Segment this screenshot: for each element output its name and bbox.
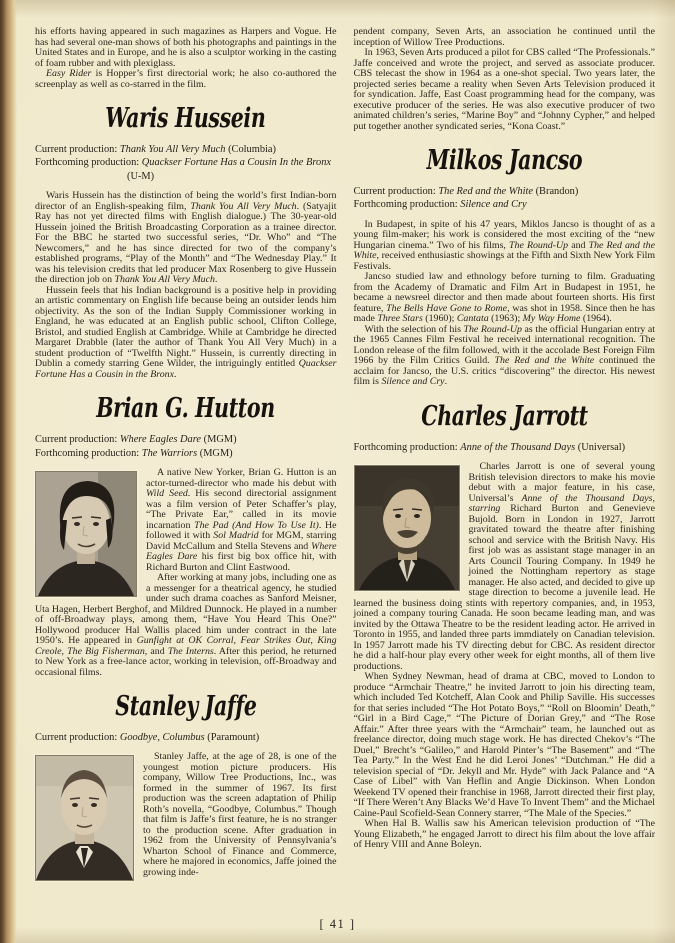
entry-heading-text: Waris Hussein: [105, 103, 266, 134]
italic-title-text: The Bells Have Gone to Rome: [386, 302, 508, 314]
italic-title-text: Anne of the Thousand Days: [460, 441, 576, 453]
forthcoming-production-line: [35, 156, 337, 183]
body-text: Current production:: [35, 732, 120, 744]
body-text: Hussein feels that his Indian background is a positive help in providing an artistic commentary on English life because being an outsider lends him objectivity. As the son of the Indian Supply Commissioner working in England, he was educated at an English public school, Clifton College, Bristol, and studied English at Cambridge. While at Cambridge he directed Margaret Drabble (later the author of Thank You All Very Much) in a student production of “Twelfth Night.” Hussein, is currently directing in Dublin a comedy starring Gene Wilder, the intriguingly entitled: [35, 284, 337, 370]
current-production-line: [35, 143, 337, 156]
italic-title-text: Fear Strikes Out: [240, 635, 311, 647]
entry-heading-text: Brian G. Hutton: [96, 393, 276, 425]
body-text: . After this period, he returned to New York as a free-lance actor, working in television, off-Broadway and occasional films.: [35, 645, 337, 678]
forthcoming-production-line: [354, 441, 656, 454]
body-text: ,: [61, 645, 68, 657]
body-text: Current production:: [35, 144, 120, 155]
italic-title-text: Sol Madrid: [213, 530, 259, 542]
body-text: Stanley Jaffe, at the age of 28, is one of the youngest motion picture producers. His company, Willow Tree Productions, Inc., was formed in the summer of 1967. Its first production was the screen adaptation of Philip Roth’s novella, “Goodbye, Columbus.” Though that film is Jaffe’s first feature, he is no stranger to the production scene. After graduation in 1962 from the University of Pennsylvania’s Wharton School of Finance and Commerce, where he majored in economics, Jaffe joined the growing inde-: [143, 751, 337, 878]
left-column: [35, 27, 337, 883]
italic-title-text: Goodbye, Columbus: [119, 732, 205, 744]
bio-paragraph: [354, 672, 656, 819]
italic-title-text: Where Eagles Dare: [146, 540, 337, 563]
current-production-line: [354, 185, 656, 198]
body-text: as the official Hungarian entry at the 1965 Cannes Film Festival he received international recognition. The London release of the film followed, with it the accolade Best Foreign Film 1966 by the Film Critics Guild.: [353, 323, 655, 367]
body-text: . (Satyajit Ray has not yet directed films with English dialogue.) The 30-year-old Hussein joined the British Broadcasting Corporation as a trainee director. For the BBC he started two successful series, “Dr. Who” and “The Newcomers,” and he has since directed for two of the company’s established programs, “Play of the Month” and “The Wednesday Play.” It was his television credits that led producer Max Rosenberg to give Hussein the direction job on: [35, 200, 337, 286]
italic-title-text: Thank You All Very Much: [119, 144, 226, 155]
body-text: In 1963, Seven Arts produced a pilot for CBS called “The Professionals.” Jaffe conceived and wrote the project, and served as associate producer. CBS telecast the show in 1964 as a one-shot special. Two years later, the projected series became a reality when Seven Arts Television produced it for syndication. Jaffe, East Coast programming head for the company, was executive producer of the series. He was also executive producer of two animated children’s series, “Marine Boy” and “Johnny Cypher,” and helped put together another syndicated series, “Kona Coast.”: [353, 47, 655, 132]
production-credits: [35, 143, 337, 183]
bio-paragraph: [354, 819, 656, 851]
body-text: and: [568, 239, 589, 251]
body-text: (MGM): [197, 447, 233, 459]
body-text: ,: [310, 635, 318, 647]
bio-paragraph: [35, 286, 337, 381]
body-text: .: [214, 274, 218, 286]
production-credits: [35, 731, 337, 744]
body-text: Forthcoming production:: [35, 157, 142, 169]
entry-body: [354, 462, 656, 851]
body-text: ,: [233, 635, 241, 647]
body-text: is Hopper’s first directorial work; he also co-authored the screenplay as well as co-starred in the film.: [35, 68, 337, 90]
photo-charles-jarrott: [354, 465, 460, 591]
entry-heading-brian-g-hutton: [35, 393, 337, 424]
body-text: After working at many jobs, including one as a messenger for a theatrical agency, he studied under such drama coaches as Sanford Meisner, Uta Hagen, Herbert Berghof, and Mildred Dunnock. He played in a number of off-Broadway plays, among them, “Have You Heard This One?” Hollywood producer Hal Wallis placed him under contract in the late 1950’s. He appeared in: [35, 572, 337, 647]
italic-title-text: King Creole: [35, 635, 337, 657]
body-text: (MGM): [201, 434, 237, 446]
body-text: (Universal): [575, 441, 626, 453]
body-text: (Brandon): [533, 186, 579, 197]
body-text: Richard Burton and Genevieve Bujold. Born in London in 1927, Jarrott gravitated toward the theatre after finishing school and service with the British Navy. His first job was as assistant stage manager in an Arts Council Touring Company. In 1949 he joined the Nottingham repertory as stage manager. He also acted, and decided to give up stage direction to become a juvenile lead. He learned the business doing stints with repertory companies, and, in 1953, joined a company touring Canada. He soon became leading man, and was invited by the Ottawa Theatre to be the resident leading actor. He arrived in Toronto in 1955, and landed three parts immdiately on Canadian television. In 1957 Jarrott made his TV directing debut for CBC. As resident director he did a half-hour play every other week for eight months, all of them live productions.: [353, 503, 655, 672]
bio-paragraph: [354, 272, 656, 325]
entry-heading-text: Charles Jarrott: [421, 400, 588, 432]
italic-title-text: My Way Home: [522, 313, 581, 325]
bio-paragraph: [354, 220, 656, 273]
bio-paragraph: [354, 325, 656, 388]
body-text: (Paramount): [204, 732, 260, 744]
right-column: [354, 27, 656, 883]
body-text: . He followed it with: [146, 519, 337, 542]
entry-heading-waris-hussein: [35, 103, 337, 134]
body-text: Current production:: [353, 186, 439, 197]
carryover-paragraph: [35, 69, 337, 90]
carryover-paragraph: [354, 27, 656, 48]
italic-title-text: The Pad (And How To Use It): [194, 519, 319, 531]
italic-title-text: The Red and the White: [494, 355, 595, 367]
entry-body: [35, 468, 337, 678]
body-text: . His second directorial assignment was a film version of Peter Schaffer’s play, “The Private Ear,” called in its movie incarnation: [146, 488, 337, 531]
italic-title-text: Anne of the Thousand Days, starring: [468, 492, 655, 515]
body-text: , was shot in 1958. Since then he has made: [353, 302, 655, 325]
italic-title-text: Thank You All Very Much: [114, 274, 215, 286]
body-text: Current production:: [35, 434, 120, 446]
body-text: , and: [144, 645, 168, 657]
italic-title-text: Easy Rider: [46, 68, 92, 79]
bio-paragraph: [35, 191, 337, 286]
production-credits: [354, 185, 656, 212]
photo-stanley-jaffe: [35, 755, 134, 881]
italic-title-text: The Red and the White: [353, 239, 655, 262]
italic-title-text: Three Stars: [377, 313, 423, 325]
italic-title-text: Wild Seed: [146, 488, 188, 500]
current-production-line: [35, 433, 337, 446]
body-text: (1964).: [580, 313, 612, 325]
body-text: (U-M): [127, 170, 155, 182]
body-text: Jancso studied law and ethnology before turning to film. Graduating from the Academy of Dramatic and Film Art in Budapest in 1951, he became a newsreel director and then made about fourteen shorts. His first feature,: [353, 271, 655, 314]
body-text: Forthcoming production:: [35, 447, 142, 459]
entry-heading-milkos-jancso: [354, 145, 656, 176]
body-text: A native New Yorker, Brian G. Hutton is an actor-turned-director who made his debut with: [146, 467, 337, 489]
photo-brian-g-hutton: [35, 471, 137, 597]
entry-body: [35, 752, 337, 883]
body-text: .: [444, 376, 448, 388]
italic-title-text: Where Eagles Dare: [119, 434, 202, 446]
body-text: Forthcoming production:: [353, 199, 461, 211]
body-text: (1963);: [488, 313, 523, 325]
italic-title-text: The Round-Up: [463, 323, 522, 335]
body-text: .: [173, 368, 177, 380]
italic-title-text: The Interns: [167, 645, 214, 657]
italic-title-text: The Round-Up: [509, 239, 569, 251]
forthcoming-production-line: [354, 198, 656, 211]
carryover-paragraph: [35, 27, 337, 69]
production-credits: [354, 441, 656, 454]
body-text: Waris Hussein has the distinction of being the world’s first Indian-born director of an English-speaking film,: [35, 190, 337, 212]
body-text: (Columbia): [225, 144, 276, 155]
body-text: When Hal B. Wallis saw his American television production of “The Young Elizabeth,” he engaged Jarrott to direct his film about the love affair of Henry VIII and Anne Boleyn.: [353, 818, 655, 851]
entry-heading-text: Milkos Jancso: [426, 145, 583, 176]
body-text: , received enthusiastic showings at the Fifth and Sixth New York Film Festivals.: [353, 250, 655, 272]
italic-title-text: The Warriors: [141, 447, 198, 459]
italic-title-text: Quackser Fortune Has a Cousin in the Bronx: [35, 358, 337, 380]
entry-heading-stanley-jaffe: [35, 691, 337, 722]
current-production-line: [35, 731, 337, 744]
body-text: With the selection of his: [364, 323, 464, 335]
body-text: his first big box office hit, with Richard Burton and Clint Eastwood.: [146, 551, 337, 573]
body-text: (1960);: [422, 313, 457, 325]
body-text: In Budapest, in spite of his 47 years, Miklos Jancso is thought of as a young film-maker; his work is considered the most exciting of the “new Hungarian cinema.” Two of his films,: [353, 218, 655, 251]
italic-title-text: Silence and Cry: [460, 199, 527, 211]
italic-title-text: Thank You All Very Much: [190, 200, 297, 212]
page-number: [ 41 ]: [319, 917, 356, 931]
italic-title-text: Quackser Fortune Has a Cousin In the Bronx: [141, 157, 332, 169]
italic-title-text: The Big Fisherman: [67, 645, 145, 657]
italic-title-text: The Red and the White: [438, 186, 533, 197]
carryover-paragraph: [354, 48, 656, 132]
body-text: When Sydney Newman, head of drama at CBC, moved to London to produce “Armchair Theatre,” he invited Jarrott to join his directing team, which included Ted Kotcheff, Alan Cook and Philip Saville. His successes for that series included “The Hot Potato Boys,” “Roll on Bloomin’ Death,” “Girl in a Bird Cage,” “The Picture of Dorian Grey,” and “The Rose Affair.” After three years with the “Armchair” team, he launched out as freelance director, doing much stage work. He has directed Chekov’s “The Duel,” Brecht’s “Galileo,” and Harold Pinter’s “The Basement” and “The Tea Party.” In the West End he did Leroi Jones’ “Dutchman.” He did a television special of “Dr. Jekyll and Mr. Hyde” with Jack Palance and “A Case of Libel” with Van Heflin and Angie Dickinson. When London Weekend TV opened their franchise in 1968, Jarrott directed their first play, “If There Weren’t Any Blacks We’d Have To Invent Them” and the Michael Caine-Paul Scofield-Sean Connery starrer, “The Male of the Species.”: [353, 671, 655, 819]
entry-heading-text: Stanley Jaffe: [115, 691, 257, 723]
body-text: Charles Jarrott is one of several young British television directors to make his movie debut with a major feature, in his case, Universal’s: [468, 461, 655, 504]
italic-title-text: Cantata: [456, 313, 489, 325]
entry-heading-charles-jarrott: [354, 401, 656, 432]
forthcoming-production-line: [35, 447, 337, 460]
italic-title-text: Silence and Cry: [381, 376, 445, 388]
production-credits: [35, 433, 337, 460]
body-text: for MGM, starring David McCallum and Stella Stevens and: [146, 530, 337, 552]
body-text: Forthcoming production:: [353, 441, 461, 453]
body-text: pendent company, Seven Arts, an association he continued until the inception of Willow Tree Productions.: [353, 26, 655, 48]
body-text: continued the acclaim for Jancso, the U.S. critics “discovering” the director. His newest film is: [353, 355, 655, 388]
italic-title-text: Gunfight at OK Corral: [136, 635, 234, 647]
body-text: his efforts having appeared in such magazines as Harpers and Vogue. He has had several one-man shows of both his photographs and paintings in the United States and in Europe, and he is also a sculptor working in the casting of foam rubber and with plexiglass.: [35, 26, 337, 69]
